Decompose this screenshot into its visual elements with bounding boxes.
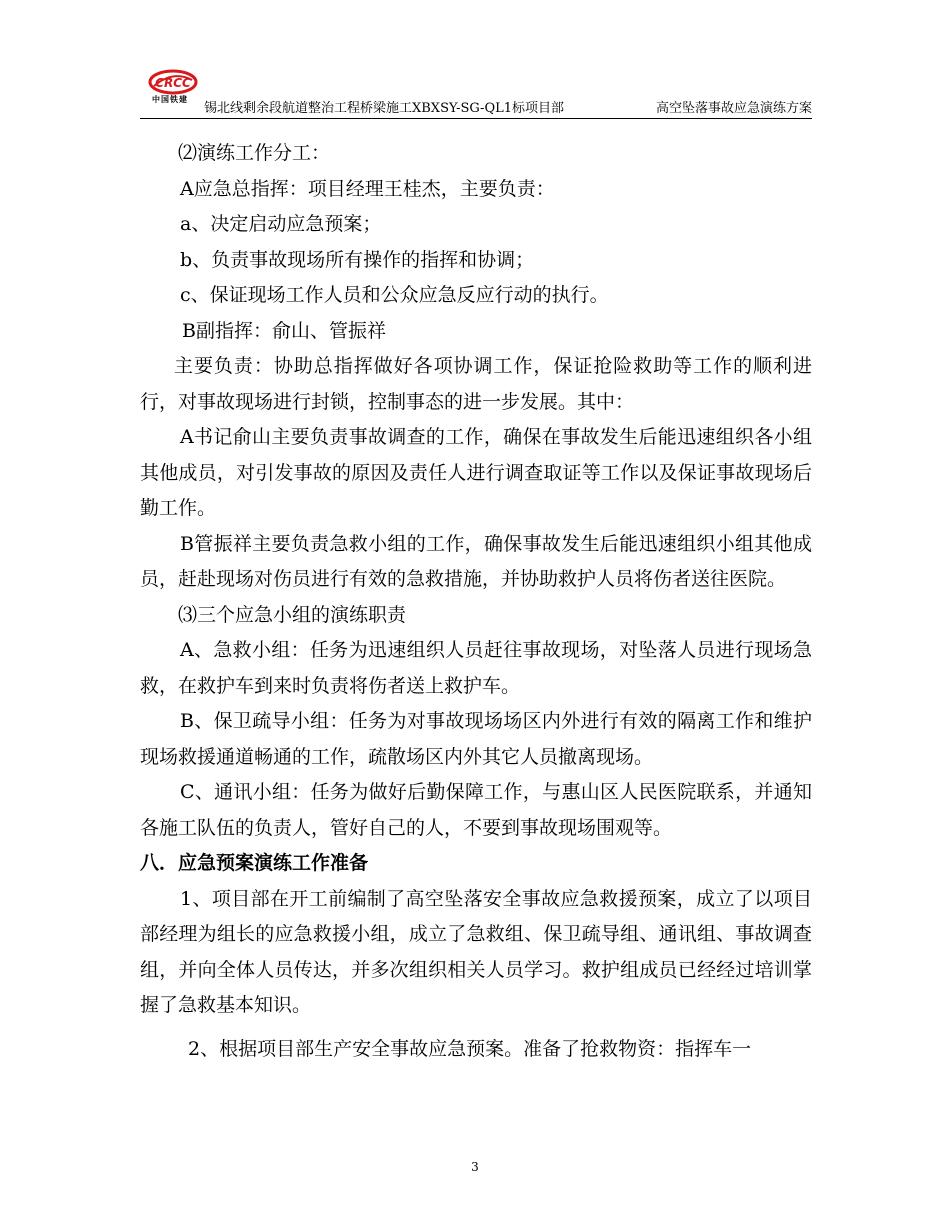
paragraph-security-group: B、保卫疏导小组：任务为对事故现场场区内外进行有效的隔离工作和维护现场救援通道畅通的工作，疏散场区内外其它人员撤离现场。 <box>140 710 812 768</box>
paragraph-guan: B管振祥主要负责急救小组的工作，确保事故发生后能迅速组织小组其他成员，赶赴现场对伤员进行有效的急救措施，并协助救护人员将伤者送往医院。 <box>140 532 812 590</box>
paragraph-secretary: A书记俞山主要负责事故调查的工作，确保在事故发生后能迅速组织各小组其他成员，对引发事故的原因及责任人进行调查取证等工作以及保证事故现场后勤工作。 <box>140 426 812 519</box>
paragraph-deputy-duties: 主要负责：协助总指挥做好各项协调工作，保证抢险救助等工作的顺利进行，对事故现场进行封锁，控制事态的进一步发展。其中： <box>140 355 812 413</box>
logo-caption: 中国铁建 <box>152 95 188 104</box>
paragraph-preparation-2: 2、根据项目部生产安全事故应急预案。准备了抢救物资：指挥车一 <box>188 1037 752 1060</box>
paragraph-deputy: B副指挥：俞山、管振祥 <box>182 319 386 342</box>
paragraph-duty-b: b、负责事故现场所有操作的指挥和协调； <box>180 248 535 271</box>
paragraph-first-aid-group: A、急救小组：任务为迅速组织人员赶往事故现场，对坠落人员进行现场急救，在救护车到来时负责将伤者送上救护车。 <box>140 639 812 697</box>
page-header <box>140 60 812 119</box>
paragraph-preparation-1: 1、项目部在开工前编制了高空坠落安全事故应急救援预案，成立了以项目部经理为组长的应急救援小组，成立了急救组、保卫疏导组、通讯组、事故调查组，并向全体人员传达，并多次组织相关人员学习。救护组成员已经经过培训掌握了急救基本知识。 <box>140 887 812 1016</box>
paragraph-commander: A应急总指挥：项目经理王桂杰，主要负责： <box>180 177 555 200</box>
section-heading-8: 八．应急预案演练工作准备 <box>140 852 369 874</box>
document-body <box>140 136 812 1067</box>
paragraph-duty-a: a、决定启动应急预案； <box>180 213 382 235</box>
paragraph-drill-division: ⑵演练工作分工： <box>178 142 331 164</box>
paragraph-duty-c: c、保证现场工作人员和公众应急反应行动的执行。 <box>180 284 609 306</box>
paragraph-three-groups: ⑶三个应急小组的演练职责 <box>178 603 407 626</box>
paragraph-communication-group: C、通讯小组：任务为做好后勤保障工作，与惠山区人民医院联系，并通知各施工队伍的负责人，管好自己的人，不要到事故现场围观等。 <box>140 781 812 839</box>
header-project-name: 锡北线剩余段航道整治工程桥梁施工XBXSY-SG-QL1标项目部 <box>204 101 565 116</box>
page-number: 3 <box>471 1160 479 1174</box>
svg-text:CRCC: CRCC <box>155 76 191 90</box>
header-document-title: 高空坠落事故应急演练方案 <box>655 101 812 116</box>
